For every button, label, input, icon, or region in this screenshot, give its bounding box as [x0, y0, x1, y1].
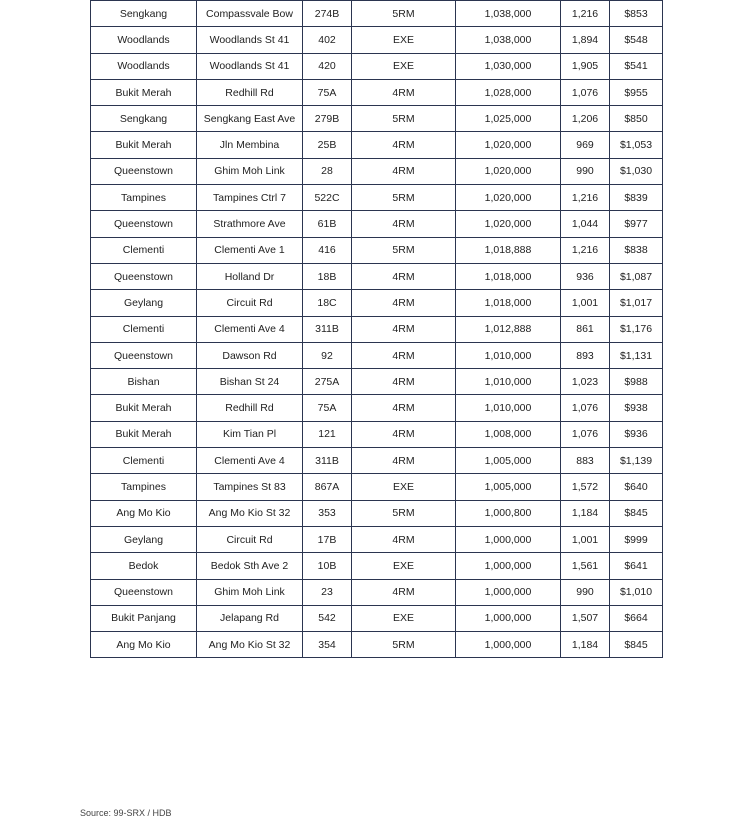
- cell-street: Circuit Rd: [197, 290, 303, 316]
- cell-psf: $838: [610, 237, 663, 263]
- cell-psf: $1,087: [610, 263, 663, 289]
- cell-block: 75A: [303, 395, 352, 421]
- cell-block: 18B: [303, 263, 352, 289]
- cell-psf: $1,131: [610, 342, 663, 368]
- table-row: [91, 448, 663, 474]
- cell-psf: $999: [610, 526, 663, 552]
- cell-psf: $955: [610, 79, 663, 105]
- cell-town: Woodlands: [91, 27, 197, 53]
- cell-town: Tampines: [91, 474, 197, 500]
- cell-size-sqft: 990: [561, 158, 610, 184]
- cell-block: 275A: [303, 369, 352, 395]
- cell-size-sqft: 1,076: [561, 395, 610, 421]
- cell-price: 1,000,000: [456, 553, 561, 579]
- source-note: Source: 99-SRX / HDB: [80, 808, 172, 818]
- cell-flat-type: 4RM: [352, 448, 456, 474]
- cell-price: 1,010,000: [456, 342, 561, 368]
- cell-flat-type: 5RM: [352, 632, 456, 658]
- cell-street: Ghim Moh Link: [197, 579, 303, 605]
- cell-flat-type: 4RM: [352, 316, 456, 342]
- cell-price: 1,018,888: [456, 237, 561, 263]
- cell-price: 1,005,000: [456, 474, 561, 500]
- cell-block: 75A: [303, 79, 352, 105]
- cell-price: 1,000,000: [456, 632, 561, 658]
- cell-psf: $845: [610, 500, 663, 526]
- cell-psf: $1,053: [610, 132, 663, 158]
- cell-size-sqft: 1,216: [561, 185, 610, 211]
- cell-flat-type: 5RM: [352, 237, 456, 263]
- cell-block: 25B: [303, 132, 352, 158]
- cell-psf: $541: [610, 53, 663, 79]
- cell-town: Bukit Merah: [91, 132, 197, 158]
- cell-price: 1,000,000: [456, 579, 561, 605]
- cell-town: Clementi: [91, 316, 197, 342]
- cell-flat-type: EXE: [352, 27, 456, 53]
- cell-town: Tampines: [91, 185, 197, 211]
- table-row: [91, 106, 663, 132]
- cell-price: 1,010,000: [456, 395, 561, 421]
- cell-street: Circuit Rd: [197, 526, 303, 552]
- resale-transactions-table: [90, 0, 663, 658]
- cell-size-sqft: 1,023: [561, 369, 610, 395]
- cell-psf: $641: [610, 553, 663, 579]
- table-row: [91, 474, 663, 500]
- cell-psf: $853: [610, 1, 663, 27]
- cell-town: Bishan: [91, 369, 197, 395]
- cell-psf: $1,176: [610, 316, 663, 342]
- cell-size-sqft: 1,184: [561, 632, 610, 658]
- table-row: [91, 185, 663, 211]
- cell-town: Bedok: [91, 553, 197, 579]
- table-row: [91, 211, 663, 237]
- cell-town: Bukit Merah: [91, 421, 197, 447]
- table-row: [91, 290, 663, 316]
- table-row: [91, 500, 663, 526]
- cell-flat-type: 4RM: [352, 369, 456, 395]
- cell-price: 1,025,000: [456, 106, 561, 132]
- cell-size-sqft: 1,572: [561, 474, 610, 500]
- cell-street: Jelapang Rd: [197, 605, 303, 631]
- table-row: [91, 579, 663, 605]
- table-row: [91, 369, 663, 395]
- cell-street: Dawson Rd: [197, 342, 303, 368]
- cell-flat-type: 4RM: [352, 290, 456, 316]
- cell-size-sqft: 1,905: [561, 53, 610, 79]
- cell-street: Clementi Ave 1: [197, 237, 303, 263]
- cell-price: 1,028,000: [456, 79, 561, 105]
- table-row: [91, 263, 663, 289]
- cell-block: 311B: [303, 316, 352, 342]
- cell-block: 420: [303, 53, 352, 79]
- cell-street: Holland Dr: [197, 263, 303, 289]
- cell-psf: $548: [610, 27, 663, 53]
- cell-street: Strathmore Ave: [197, 211, 303, 237]
- cell-size-sqft: 861: [561, 316, 610, 342]
- cell-size-sqft: 1,206: [561, 106, 610, 132]
- table-row: [91, 342, 663, 368]
- cell-size-sqft: 893: [561, 342, 610, 368]
- table-row: [91, 632, 663, 658]
- cell-street: Tampines Ctrl 7: [197, 185, 303, 211]
- cell-block: 354: [303, 632, 352, 658]
- cell-block: 61B: [303, 211, 352, 237]
- table-row: [91, 132, 663, 158]
- table-row: [91, 1, 663, 27]
- cell-flat-type: 5RM: [352, 1, 456, 27]
- cell-street: Clementi Ave 4: [197, 316, 303, 342]
- cell-size-sqft: 936: [561, 263, 610, 289]
- cell-psf: $1,030: [610, 158, 663, 184]
- cell-block: 17B: [303, 526, 352, 552]
- cell-block: 402: [303, 27, 352, 53]
- cell-size-sqft: 1,216: [561, 1, 610, 27]
- cell-town: Bukit Merah: [91, 395, 197, 421]
- cell-flat-type: 4RM: [352, 158, 456, 184]
- cell-psf: $936: [610, 421, 663, 447]
- cell-psf: $640: [610, 474, 663, 500]
- cell-street: Jln Membina: [197, 132, 303, 158]
- cell-block: 274B: [303, 1, 352, 27]
- cell-block: 18C: [303, 290, 352, 316]
- table-body: [91, 1, 663, 658]
- cell-flat-type: 4RM: [352, 395, 456, 421]
- cell-street: Bishan St 24: [197, 369, 303, 395]
- cell-psf: $977: [610, 211, 663, 237]
- table-row: [91, 605, 663, 631]
- cell-psf: $938: [610, 395, 663, 421]
- cell-size-sqft: 1,001: [561, 290, 610, 316]
- cell-town: Geylang: [91, 526, 197, 552]
- cell-flat-type: EXE: [352, 553, 456, 579]
- cell-block: 311B: [303, 448, 352, 474]
- table-row: [91, 237, 663, 263]
- cell-block: 121: [303, 421, 352, 447]
- cell-flat-type: EXE: [352, 474, 456, 500]
- cell-block: 867A: [303, 474, 352, 500]
- cell-psf: $1,017: [610, 290, 663, 316]
- cell-price: 1,020,000: [456, 211, 561, 237]
- table-row: [91, 79, 663, 105]
- table-row: [91, 553, 663, 579]
- cell-street: Bedok Sth Ave 2: [197, 553, 303, 579]
- cell-price: 1,038,000: [456, 27, 561, 53]
- cell-block: 416: [303, 237, 352, 263]
- cell-street: Redhill Rd: [197, 79, 303, 105]
- cell-town: Geylang: [91, 290, 197, 316]
- cell-flat-type: 4RM: [352, 526, 456, 552]
- cell-block: 542: [303, 605, 352, 631]
- cell-flat-type: 4RM: [352, 132, 456, 158]
- cell-flat-type: EXE: [352, 53, 456, 79]
- cell-block: 10B: [303, 553, 352, 579]
- cell-street: Ang Mo Kio St 32: [197, 500, 303, 526]
- cell-psf: $988: [610, 369, 663, 395]
- cell-street: Tampines St 83: [197, 474, 303, 500]
- cell-flat-type: 4RM: [352, 421, 456, 447]
- cell-price: 1,038,000: [456, 1, 561, 27]
- cell-block: 23: [303, 579, 352, 605]
- cell-size-sqft: 1,216: [561, 237, 610, 263]
- cell-town: Clementi: [91, 237, 197, 263]
- cell-price: 1,018,000: [456, 263, 561, 289]
- cell-price: 1,008,000: [456, 421, 561, 447]
- cell-price: 1,005,000: [456, 448, 561, 474]
- cell-size-sqft: 1,076: [561, 421, 610, 447]
- cell-psf: $664: [610, 605, 663, 631]
- cell-psf: $1,010: [610, 579, 663, 605]
- cell-size-sqft: 1,044: [561, 211, 610, 237]
- cell-psf: $1,139: [610, 448, 663, 474]
- cell-price: 1,020,000: [456, 158, 561, 184]
- cell-flat-type: 4RM: [352, 79, 456, 105]
- cell-town: Queenstown: [91, 263, 197, 289]
- cell-price: 1,010,000: [456, 369, 561, 395]
- cell-price: 1,012,888: [456, 316, 561, 342]
- cell-town: Bukit Panjang: [91, 605, 197, 631]
- cell-block: 279B: [303, 106, 352, 132]
- cell-size-sqft: 990: [561, 579, 610, 605]
- cell-street: Woodlands St 41: [197, 27, 303, 53]
- cell-price: 1,020,000: [456, 132, 561, 158]
- cell-price: 1,000,800: [456, 500, 561, 526]
- cell-psf: $850: [610, 106, 663, 132]
- data-table-container: [90, 0, 662, 658]
- table-row: [91, 158, 663, 184]
- cell-price: 1,030,000: [456, 53, 561, 79]
- cell-flat-type: 4RM: [352, 263, 456, 289]
- cell-block: 28: [303, 158, 352, 184]
- cell-block: 92: [303, 342, 352, 368]
- cell-price: 1,000,000: [456, 605, 561, 631]
- cell-street: Compassvale Bow: [197, 1, 303, 27]
- cell-size-sqft: 1,894: [561, 27, 610, 53]
- cell-size-sqft: 1,001: [561, 526, 610, 552]
- cell-flat-type: 4RM: [352, 342, 456, 368]
- cell-town: Sengkang: [91, 1, 197, 27]
- cell-size-sqft: 1,561: [561, 553, 610, 579]
- cell-flat-type: 5RM: [352, 185, 456, 211]
- cell-street: Kim Tian Pl: [197, 421, 303, 447]
- cell-street: Redhill Rd: [197, 395, 303, 421]
- cell-block: 353: [303, 500, 352, 526]
- cell-psf: $839: [610, 185, 663, 211]
- cell-town: Queenstown: [91, 579, 197, 605]
- cell-town: Woodlands: [91, 53, 197, 79]
- cell-psf: $845: [610, 632, 663, 658]
- cell-price: 1,020,000: [456, 185, 561, 211]
- cell-town: Sengkang: [91, 106, 197, 132]
- cell-town: Queenstown: [91, 158, 197, 184]
- cell-flat-type: EXE: [352, 605, 456, 631]
- cell-size-sqft: 883: [561, 448, 610, 474]
- cell-block: 522C: [303, 185, 352, 211]
- cell-town: Queenstown: [91, 211, 197, 237]
- cell-street: Woodlands St 41: [197, 53, 303, 79]
- table-row: [91, 421, 663, 447]
- cell-flat-type: 4RM: [352, 211, 456, 237]
- cell-size-sqft: 969: [561, 132, 610, 158]
- cell-price: 1,018,000: [456, 290, 561, 316]
- cell-street: Clementi Ave 4: [197, 448, 303, 474]
- cell-town: Ang Mo Kio: [91, 632, 197, 658]
- table-row: [91, 526, 663, 552]
- cell-town: Bukit Merah: [91, 79, 197, 105]
- cell-town: Queenstown: [91, 342, 197, 368]
- cell-street: Ghim Moh Link: [197, 158, 303, 184]
- cell-flat-type: 5RM: [352, 500, 456, 526]
- table-row: [91, 316, 663, 342]
- cell-town: Clementi: [91, 448, 197, 474]
- table-row: [91, 53, 663, 79]
- cell-flat-type: 5RM: [352, 106, 456, 132]
- cell-town: Ang Mo Kio: [91, 500, 197, 526]
- cell-street: Ang Mo Kio St 32: [197, 632, 303, 658]
- cell-size-sqft: 1,076: [561, 79, 610, 105]
- cell-flat-type: 4RM: [352, 579, 456, 605]
- cell-street: Sengkang East Ave: [197, 106, 303, 132]
- table-row: [91, 395, 663, 421]
- cell-price: 1,000,000: [456, 526, 561, 552]
- table-row: [91, 27, 663, 53]
- cell-size-sqft: 1,184: [561, 500, 610, 526]
- cell-size-sqft: 1,507: [561, 605, 610, 631]
